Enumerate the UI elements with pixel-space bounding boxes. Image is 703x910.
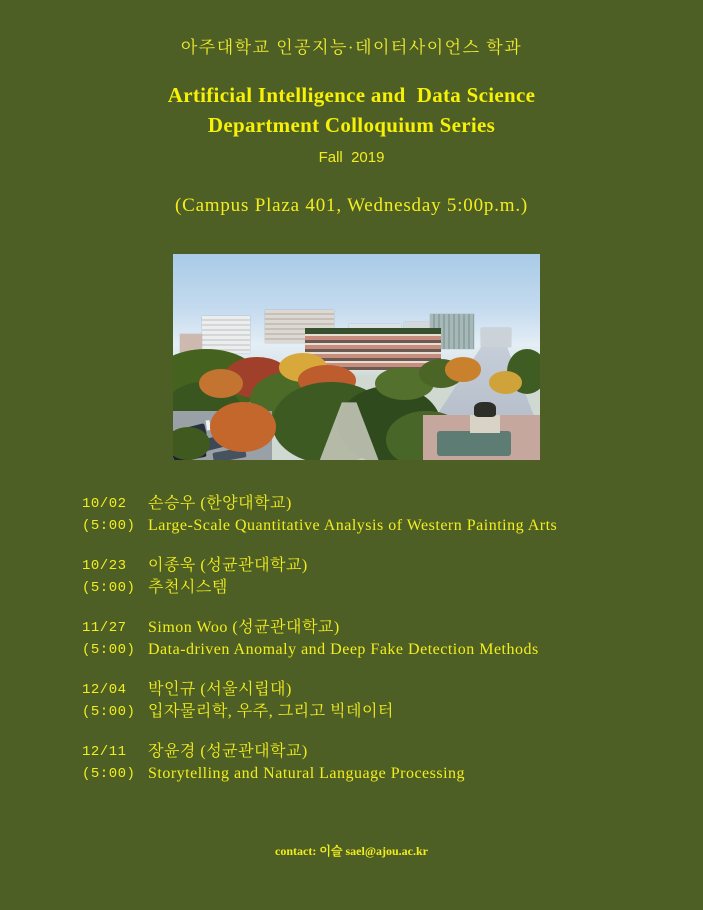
- talk-time: (5:00): [82, 518, 136, 534]
- contact-email: sael@ajou.ac.kr: [345, 844, 428, 858]
- talk-date: 10/23: [82, 558, 127, 574]
- autumn-tree: [489, 371, 522, 394]
- talk-time: (5:00): [82, 580, 136, 596]
- campus-photo: [173, 254, 540, 460]
- term-label: Fall 2019: [318, 149, 385, 166]
- talk-speaker: 박인규 (서울시립대): [148, 681, 292, 698]
- talk-title: Large-Scale Quantitative Analysis of Western Painting Arts: [148, 517, 558, 534]
- talk-date: 12/11: [82, 744, 127, 760]
- contact-label: contact: 이슬: [275, 844, 346, 858]
- schedule-row: [82, 679, 703, 723]
- skyline-building: [202, 316, 250, 353]
- department-name-korean: 아주대학교 인공지능·데이터사이언스 학과: [180, 38, 523, 57]
- autumn-tree: [199, 369, 243, 398]
- talk-speaker: 손승우 (한양대학교): [148, 495, 292, 512]
- info-column: [148, 741, 703, 785]
- venue-line: (Campus Plaza 401, Wednesday 5:00p.m.): [174, 195, 529, 216]
- talk-speaker: 이종욱 (성균관대학교): [148, 557, 308, 574]
- poster-title: [0, 80, 703, 140]
- schedule-row: [82, 617, 703, 661]
- date-column: [82, 493, 148, 537]
- equestrian-statue: [474, 402, 496, 416]
- info-column: [148, 555, 703, 599]
- talk-date: 10/02: [82, 496, 127, 512]
- autumn-tree: [210, 402, 276, 451]
- info-column: [148, 679, 703, 723]
- talk-title: 추천시스템: [148, 579, 228, 596]
- date-column: [82, 617, 148, 661]
- talk-title: Data-driven Anomaly and Deep Fake Detection Methods: [148, 641, 539, 658]
- fountain-pond: [437, 431, 510, 456]
- date-column: [82, 741, 148, 785]
- poster-title-line1: Artificial Intelligence and Data Science: [167, 83, 536, 107]
- talk-title: 입자물리학, 우주, 그리고 빅데이터: [148, 703, 394, 720]
- contact-line: [0, 843, 703, 859]
- date-column: [82, 555, 148, 599]
- autumn-tree: [445, 357, 482, 382]
- schedule-row: [82, 741, 703, 785]
- skyline-building: [481, 328, 510, 347]
- talk-speaker: 장윤경 (성균관대학교): [148, 743, 308, 760]
- talk-speaker: Simon Woo (성균관대학교): [148, 619, 340, 636]
- info-column: [148, 493, 703, 537]
- talk-date: 12/04: [82, 682, 127, 698]
- schedule-row: [82, 555, 703, 599]
- talk-date: 11/27: [82, 620, 127, 636]
- talk-time: (5:00): [82, 704, 136, 720]
- talk-title: Storytelling and Natural Language Processing: [148, 765, 466, 782]
- date-column: [82, 679, 148, 723]
- statue-pedestal: [470, 415, 499, 434]
- schedule-row: [82, 493, 703, 537]
- schedule-list: [0, 493, 703, 785]
- poster-title-line2: Department Colloquium Series: [207, 113, 496, 137]
- talk-time: (5:00): [82, 766, 136, 782]
- info-column: [148, 617, 703, 661]
- talk-time: (5:00): [82, 642, 136, 658]
